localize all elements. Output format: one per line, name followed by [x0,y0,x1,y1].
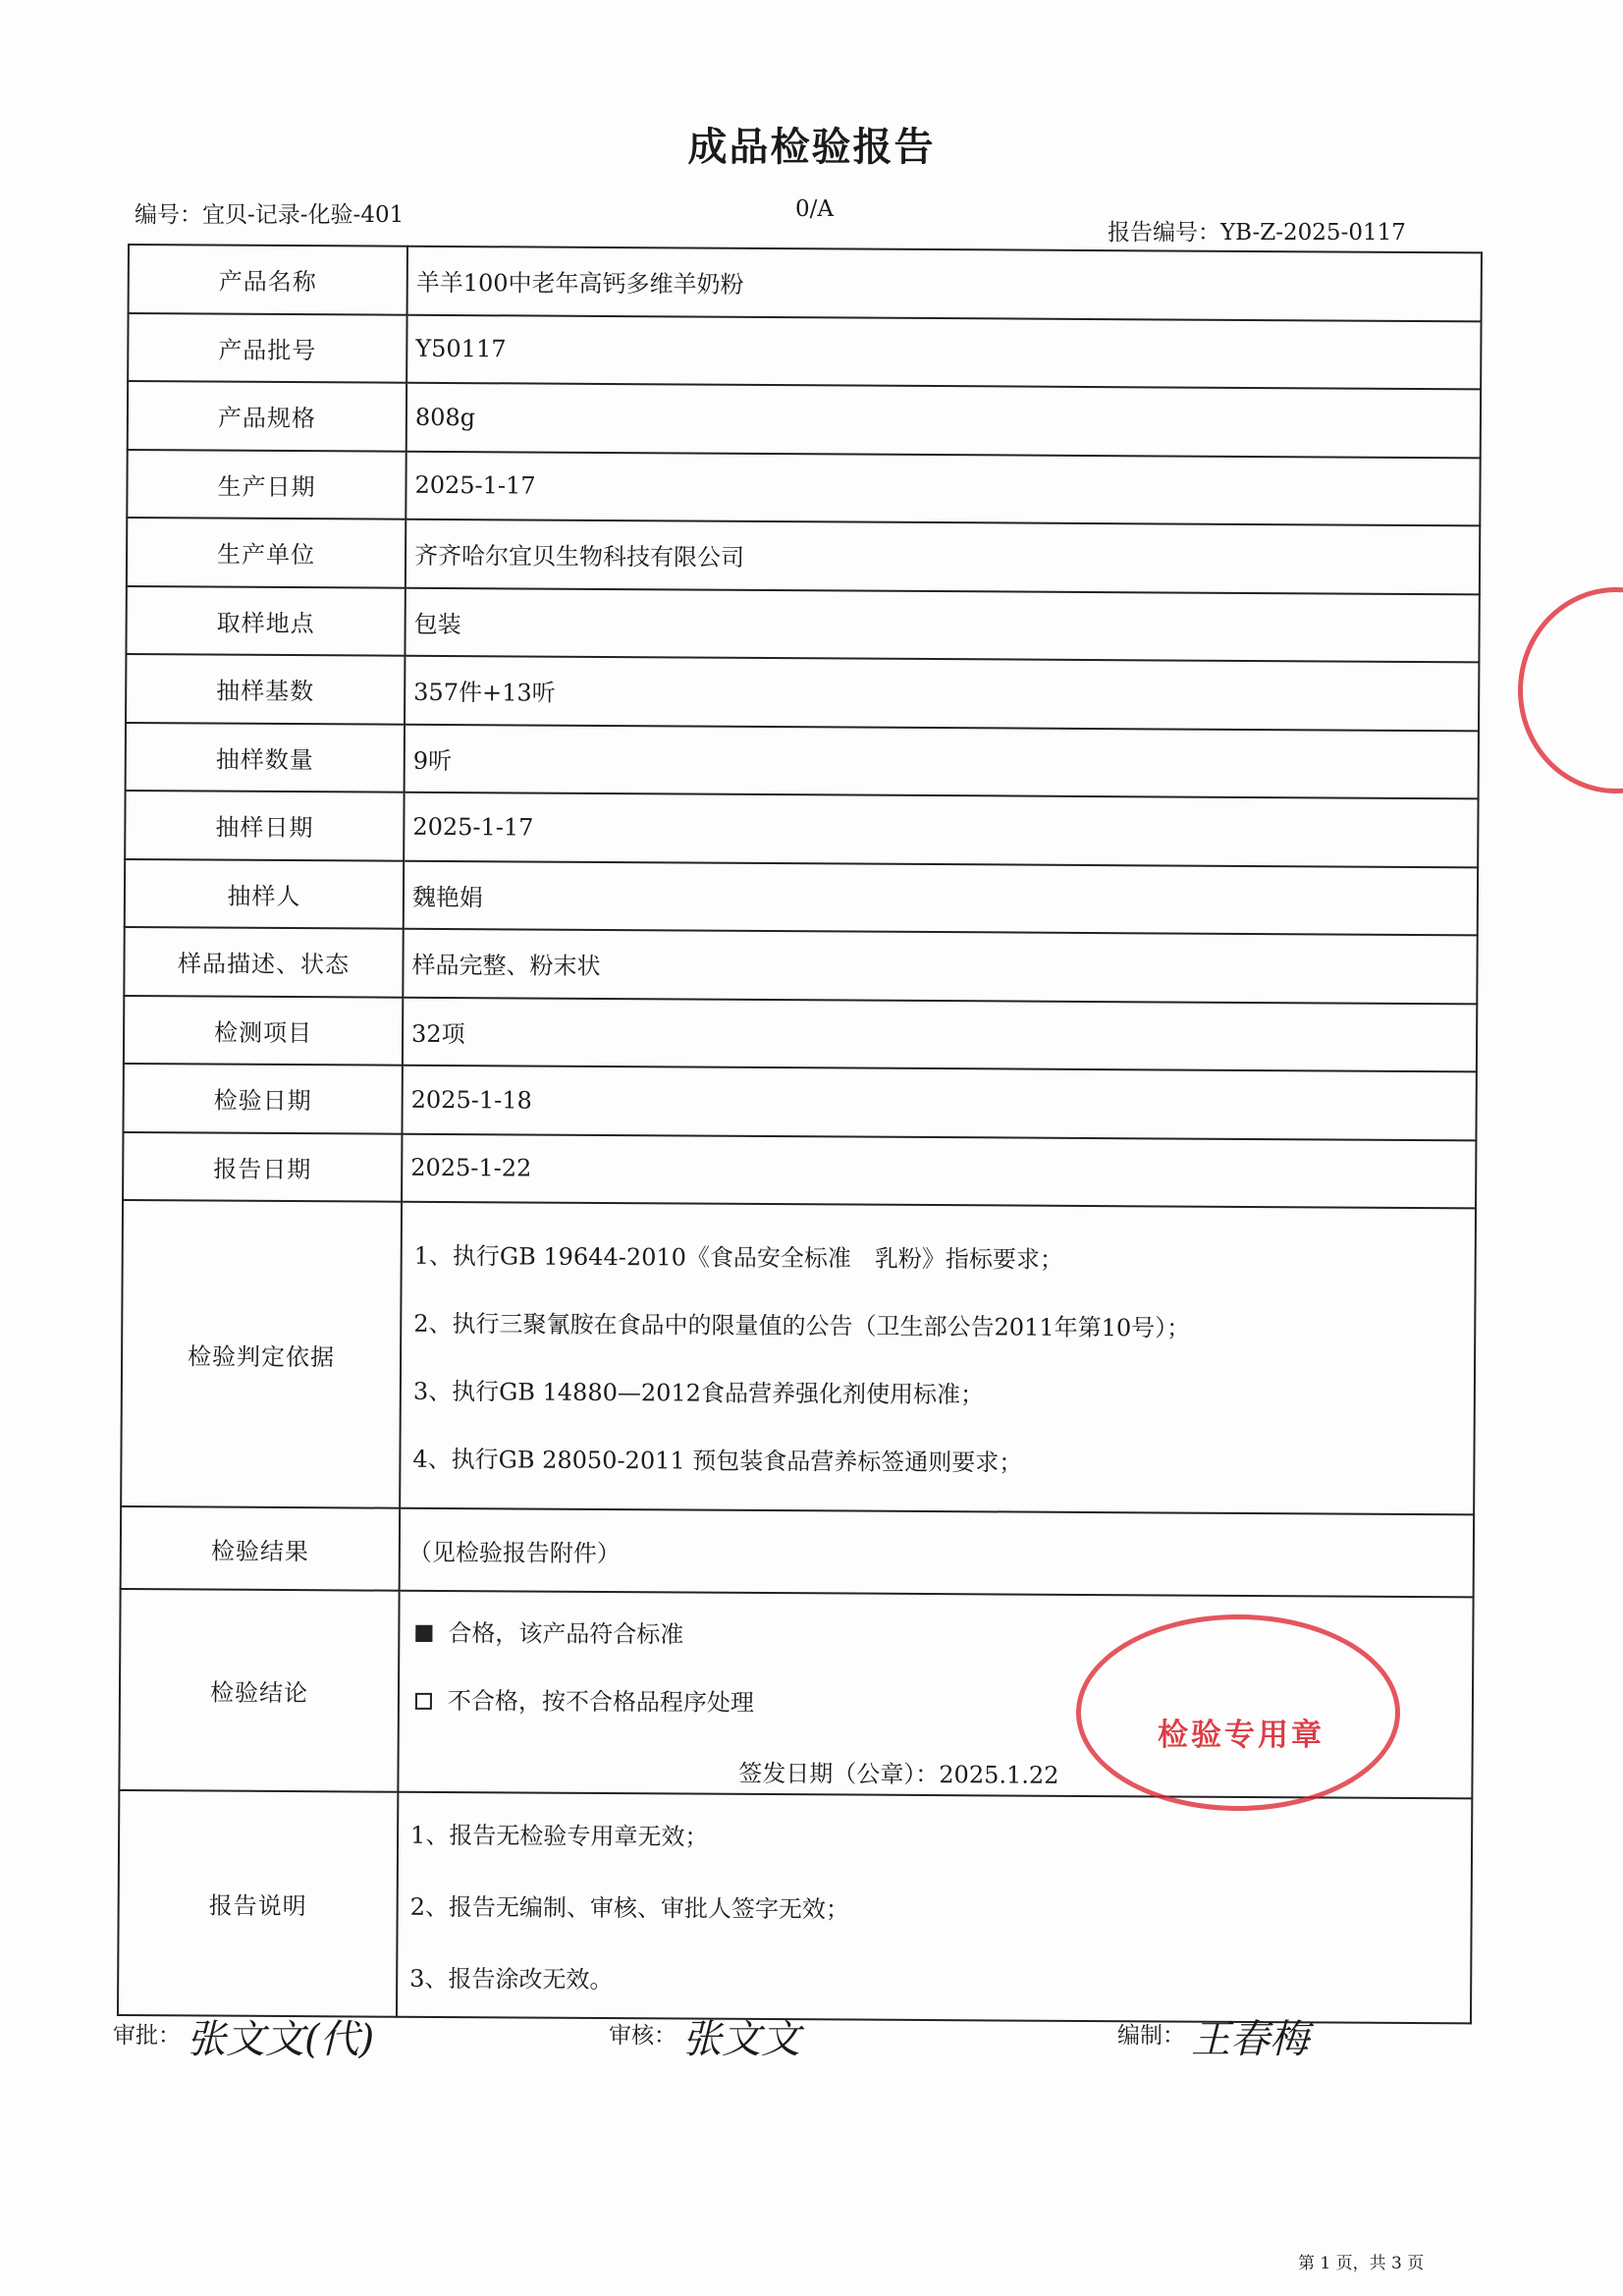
table-row [127,450,1480,526]
table-row [123,1064,1476,1140]
option-text: 不合格，按不合格品程序处理 [447,1687,755,1717]
row-value: 2025-1-17 [404,793,1478,867]
basis-row [121,1200,1476,1514]
basis-item: 1、执行GB 19644-2010《食品安全标准 乳粉》指标要求； [413,1241,1064,1274]
note-item: 2、报告无编制、审核、审批人签字无效； [409,1892,850,1924]
row-label: 抽样人 [125,858,404,928]
table-row [125,791,1478,867]
approver-field [113,2008,374,2064]
result-label: 检验结果 [121,1506,401,1591]
report-title: 成品检验报告 [687,125,936,170]
result-value: （见检验报告附件） [400,1508,1474,1598]
table-row [123,1131,1476,1208]
row-label: 产品规格 [128,381,406,451]
basis-item: 3、执行GB 14880—2012食品营养强化剂使用标准； [412,1377,985,1409]
row-label: 样品描述、状态 [124,927,403,997]
row-value: 9听 [405,724,1479,798]
note-item: 3、报告涂改无效。 [409,1964,614,1995]
row-label: 生产单位 [127,518,406,587]
document-version: 0/A [795,196,834,222]
row-label: 产品名称 [129,245,407,314]
row-value: Y50117 [406,314,1481,389]
row-label: 检验日期 [123,1064,402,1133]
basis-item: 4、执行GB 28050-2011 预包装食品营养标签通则要求； [412,1445,1023,1477]
reviewer-label: 审核： [609,2023,676,2049]
seam-seal-stamp [1518,587,1623,793]
row-value: 包装 [405,587,1479,662]
reviewer-signature: 张文文 [682,2017,800,2062]
row-value: 2025-1-18 [402,1066,1476,1140]
row-value: 羊羊100中老年高钙多维羊奶粉 [407,246,1482,321]
notes-label: 报告说明 [118,1790,398,2017]
compiler-signature: 王春梅 [1191,2017,1309,2062]
row-label: 抽样基数 [126,654,405,724]
option-text: 合格，该产品符合标准 [448,1619,684,1649]
table-row [127,518,1480,594]
table-row [128,313,1481,390]
row-value: 齐齐哈尔宜贝生物科技有限公司 [406,519,1480,594]
result-row [121,1506,1474,1597]
notes-row [118,1790,1472,2023]
table-row [128,381,1481,458]
checked-box-icon [415,1625,432,1642]
stamp-text: 检验专用章 [1158,1718,1325,1753]
row-label: 取样地点 [126,585,405,655]
conclusion-label: 检验结论 [119,1589,399,1792]
row-value: 808g [406,383,1481,458]
approver-signature: 张文文(代) [187,2017,375,2062]
table-row [124,995,1477,1071]
row-value: 32项 [403,997,1477,1071]
basis-label: 检验判定依据 [121,1200,402,1508]
row-label: 产品批号 [128,313,406,383]
row-value: 357件+13听 [405,656,1479,731]
notes-list [397,1792,1472,2024]
row-label: 报告日期 [123,1131,402,1201]
page-number: 第 1 页，共 3 页 [1298,2254,1425,2273]
row-label: 检测项目 [124,995,403,1065]
basis-item: 2、执行三聚氰胺在食品中的限量值的公告（卫生部公告2011年第10号）； [413,1309,1191,1342]
table-row [126,722,1479,798]
table-row [124,927,1477,1004]
row-value: 2025-1-22 [402,1133,1476,1208]
approver-label: 审批： [113,2023,181,2049]
unchecked-box-icon [415,1693,432,1710]
table-row [126,585,1479,662]
row-label: 抽样数量 [126,722,405,792]
table-row [126,654,1479,731]
document-number: 编号：宜贝-记录-化验-401 [135,202,405,228]
compiler-label: 编制： [1117,2023,1185,2049]
row-label: 生产日期 [127,450,406,519]
report-number: 报告编号：YB-Z-2025-0117 [1108,220,1406,246]
note-item: 1、报告无检验专用章无效； [410,1821,709,1851]
row-label: 抽样日期 [125,791,404,860]
row-value: 样品完整、粉末状 [403,929,1477,1004]
row-value: 魏艳娟 [404,860,1478,935]
compiler-field [1117,2008,1309,2064]
sign-date: 签发日期（公章）：2025.1.22 [738,1759,1059,1789]
reviewer-field [609,2008,800,2064]
table-row [129,245,1482,321]
row-value: 2025-1-17 [406,451,1480,525]
basis-list [400,1202,1476,1515]
inspection-seal-stamp [1076,1614,1400,1811]
table-row [125,858,1478,935]
